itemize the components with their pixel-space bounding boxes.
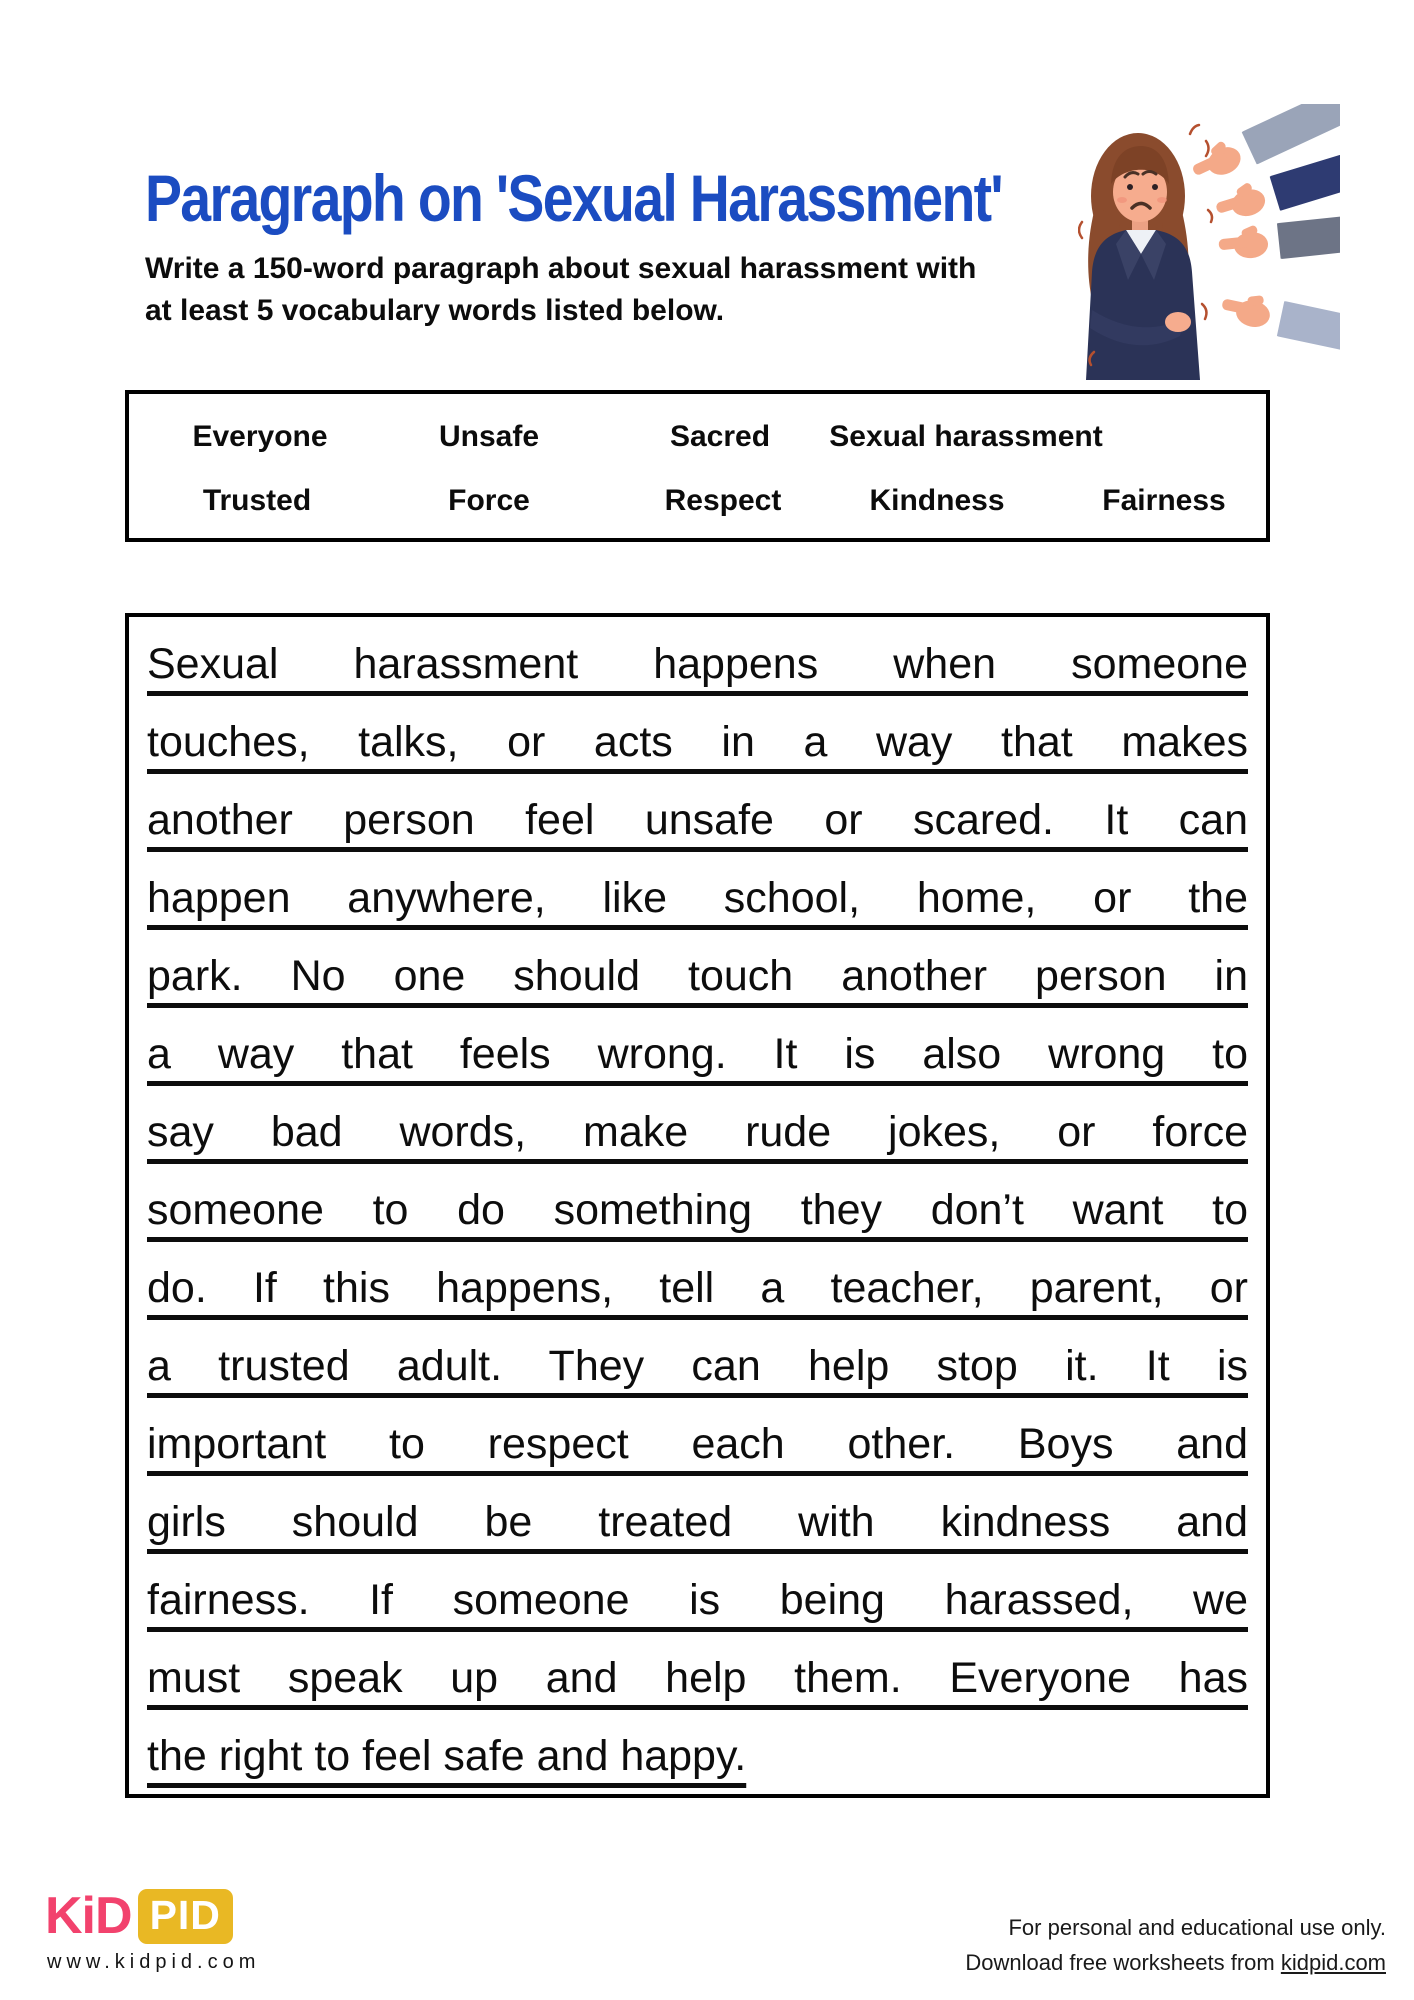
vocab-word: Sexual harassment: [829, 420, 1103, 453]
vocab-word: Unsafe: [438, 420, 540, 453]
paragraph-line: must speak up and help them. Everyone has: [147, 1654, 1248, 1702]
paragraph-line: fairness. If someone is being harassed, we: [147, 1576, 1248, 1624]
vocab-word: Trusted: [202, 484, 312, 517]
paragraph-line: happen anywhere, like school, home, or the: [147, 874, 1248, 922]
instructions-line-2: at least 5 vocabulary words listed below.: [145, 294, 725, 327]
paragraph-line: the right to feel safe and happy.: [147, 1732, 747, 1780]
woman-figure: [1086, 133, 1200, 380]
vocab-word: Fairness: [1102, 484, 1226, 517]
usage-note: [965, 1910, 1386, 1980]
paragraph-line: girls should be treated with kindness and: [147, 1498, 1248, 1546]
paragraph-line: another person feel unsafe or scared. It can: [147, 796, 1248, 844]
harassment-illustration: [1078, 104, 1340, 390]
vocabulary-box: [125, 390, 1270, 542]
paragraph-line: do. If this happens, tell a teacher, parent, or: [147, 1264, 1248, 1312]
instructions-line-1: Write a 150-word paragraph about sexual harassment with: [145, 252, 977, 285]
vocab-word: Respect: [664, 484, 782, 517]
site-url: www.kidpid.com: [47, 1951, 261, 1973]
instructions: [145, 248, 976, 332]
kidpid-logo: [45, 1886, 233, 1946]
paragraph-line: a trusted adult. They can help stop it. It is: [147, 1342, 1248, 1390]
paragraph-line: Sexual harassment happens when someone: [147, 640, 1248, 688]
vocab-word: Everyone: [192, 420, 328, 453]
paragraph-line: park. No one should touch another person in: [147, 952, 1248, 1000]
paragraph-line: say bad words, make rude jokes, or force: [147, 1108, 1248, 1156]
vocabulary-row-1: [129, 420, 1266, 462]
kidpid-link[interactable]: kidpid.com: [1280, 1950, 1386, 1975]
logo-kid-text: KiD: [45, 1887, 132, 1945]
paragraph-line: someone to do something they don’t want to: [147, 1186, 1248, 1234]
paragraph-line: important to respect each other. Boys and: [147, 1420, 1248, 1468]
paragraph-line: touches, talks, or acts in a way that makes: [147, 718, 1248, 766]
paragraph-answer-box: [125, 613, 1270, 1798]
page-title: Paragraph on 'Sexual Harassment': [145, 161, 1002, 235]
vocab-word: Force: [448, 484, 530, 517]
usage-note-line-2-text: Download free worksheets from: [965, 1950, 1281, 1975]
vocab-word: Kindness: [869, 484, 1005, 517]
logo-pid-badge: PID: [138, 1889, 233, 1944]
pointing-hand-icon: [1218, 287, 1340, 381]
usage-note-line-2: [965, 1945, 1386, 1980]
vocabulary-row-2: [129, 484, 1266, 526]
usage-note-line-1: For personal and educational use only.: [1008, 1915, 1386, 1940]
paragraph-line: a way that feels wrong. It is also wrong to: [147, 1030, 1248, 1078]
vocab-word: Sacred: [669, 420, 771, 453]
